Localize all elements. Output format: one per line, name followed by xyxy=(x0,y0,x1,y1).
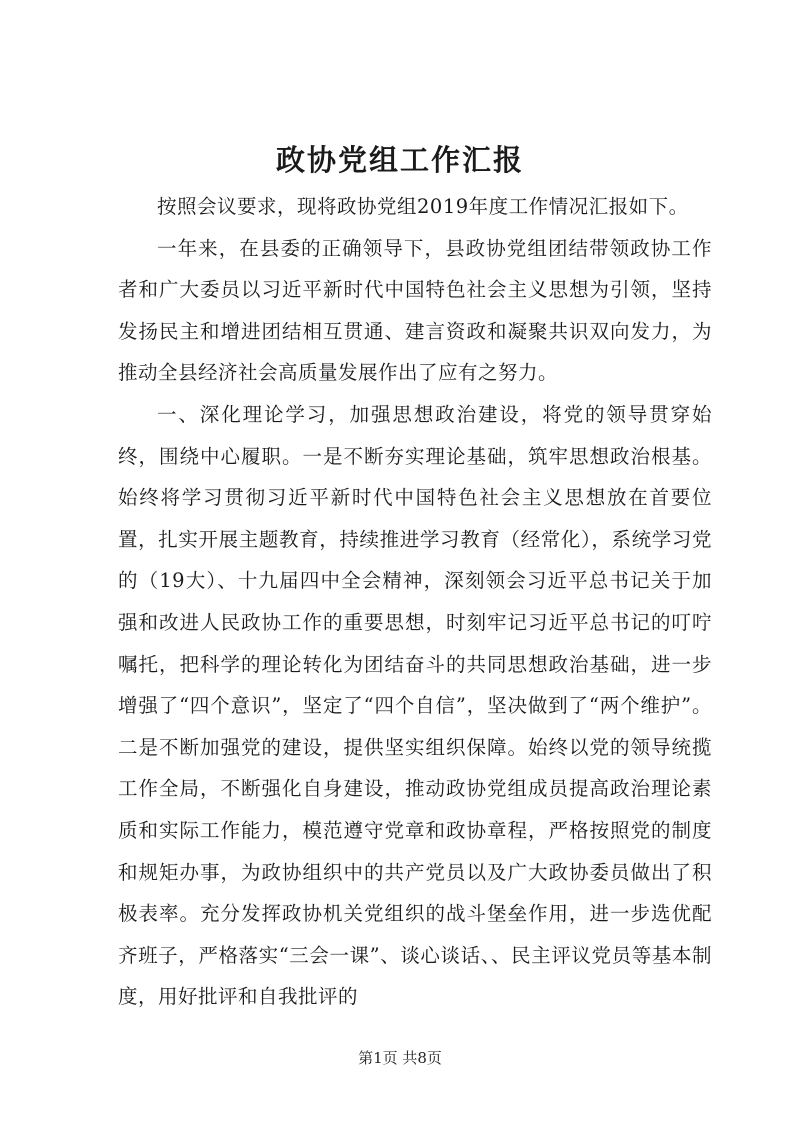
page-footer: 第1页 共8页 xyxy=(358,1049,442,1067)
document-title: 政协党组工作汇报 xyxy=(275,143,524,177)
paragraph-section-one: 一、深化理论学习，加强思想政治建设，将党的领导贯穿始终，围绕中心履职。一是不断夯实理论基础，筑牢思想政治根基。始终将学习贯彻习近平新时代中国特色社会主义思想放在首要位置，扎实开展主题教育，持续推进学习教育（经常化），系统学习党的（19大）、十九届四中全会精神，深刻领会习近平总书记关于加强和改进人民政协工作的重要思想，时刻牢记习近平总书记的叮咛嘱托，把科学的理论转化为团结奋斗的共同思想政治基础，进一步增强了“四个意识”，坚定了“四个自信”，坚决做到了“两个维护”。二是不断加强党的建设，提供坚实组织保障。始终以党的领导统揽工作全局，不断强化自身建设，推动政协党组成员提高政治理论素质和实际工作能力，模范遵守党章和政协章程，严格按照党的制度和规矩办事，为政协组织中的共产党员以及广大政协委员做出了积极表率。充分发挥政协机关党组织的战斗堡垒作用，进一步选优配齐班子，严格落实“三会一课”、谈心谈话、、民主评议党员等基本制度，用好批评和自我批评的 xyxy=(118,402,712,1009)
document-body xyxy=(118,186,712,1018)
paragraph-intro: 按照会议要求，现将政协党组2019年度工作情况汇报如下。 xyxy=(157,195,689,218)
paragraph-overview: 一年来，在县委的正确领导下，县政协党组团结带领政协工作者和广大委员以习近平新时代中国特色社会主义思想为引领，坚持发扬民主和增进团结相互贯通、建言资政和凝聚共识双向发力，为推动全县经济社会高质量发展作出了应有之努力。 xyxy=(118,236,712,385)
